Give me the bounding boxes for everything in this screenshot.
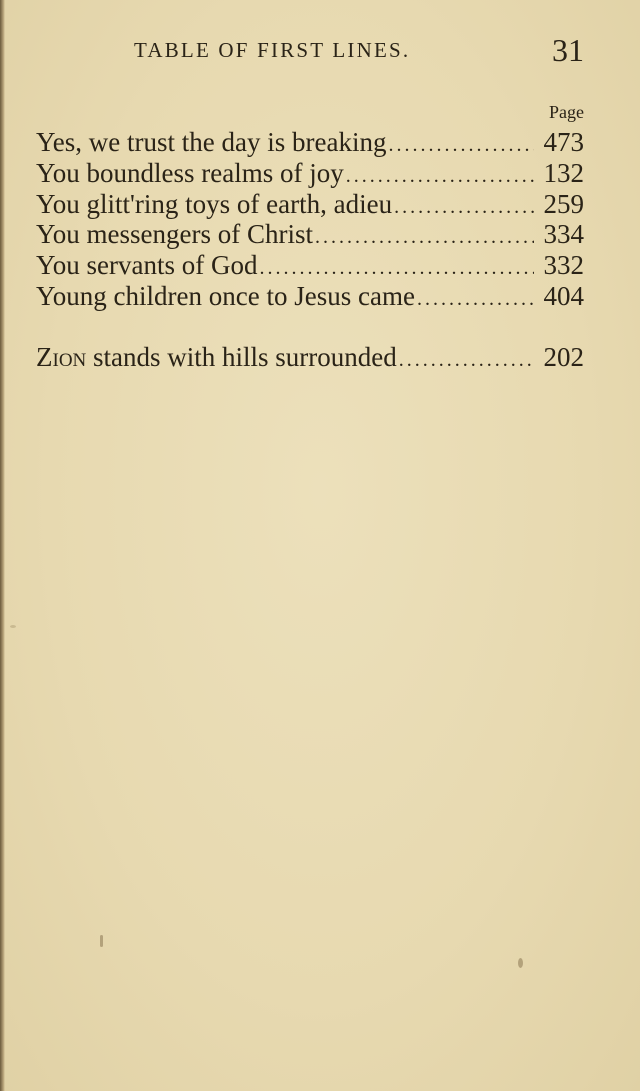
hymn-page-number: 332 <box>543 250 584 281</box>
dot-leader <box>417 288 534 311</box>
list-item <box>36 158 584 189</box>
paper-blemish <box>518 958 523 968</box>
list-item <box>36 250 584 281</box>
first-line-text: You messengers of Christ <box>36 219 314 250</box>
dot-leader <box>260 257 534 280</box>
list-item <box>36 281 584 312</box>
first-line-text: You glitt'ring toys of earth, adieu <box>36 188 393 219</box>
dot-leader <box>315 226 534 249</box>
first-line-text: Yes, we trust the day is breaking <box>36 127 387 157</box>
first-line-text: Young children once to Jesus came <box>36 280 415 311</box>
list-item-zion <box>36 342 584 373</box>
page-binding-edge <box>0 0 5 1091</box>
dot-leader <box>399 349 534 372</box>
running-title: TABLE OF FIRST LINES. <box>134 38 411 62</box>
hymn-page-number: 404 <box>543 280 584 311</box>
paper-blemish <box>10 625 16 628</box>
list-item <box>36 189 584 220</box>
list-item <box>36 219 584 250</box>
hymn-page-number: 132 <box>543 157 584 188</box>
first-line-text: You boundless realms of joy <box>36 157 344 188</box>
first-line-text: You servants of God <box>36 250 258 281</box>
paper-blemish <box>100 935 103 947</box>
hymn-page-number: 259 <box>543 188 584 219</box>
list-item <box>36 127 584 158</box>
page-number: 31 <box>552 32 584 68</box>
dot-leader <box>394 196 534 219</box>
hymn-page-number: 202 <box>543 341 584 372</box>
dot-leader <box>388 134 534 157</box>
hymn-page-number: 473 <box>543 127 584 157</box>
first-line-text: Zion stands with hills surrounded <box>36 341 397 372</box>
page-column-label: Page <box>549 102 584 122</box>
hymn-page-number: 334 <box>543 219 584 250</box>
first-lines-list <box>36 127 584 373</box>
page-header <box>0 32 640 72</box>
dot-leader <box>346 165 534 188</box>
